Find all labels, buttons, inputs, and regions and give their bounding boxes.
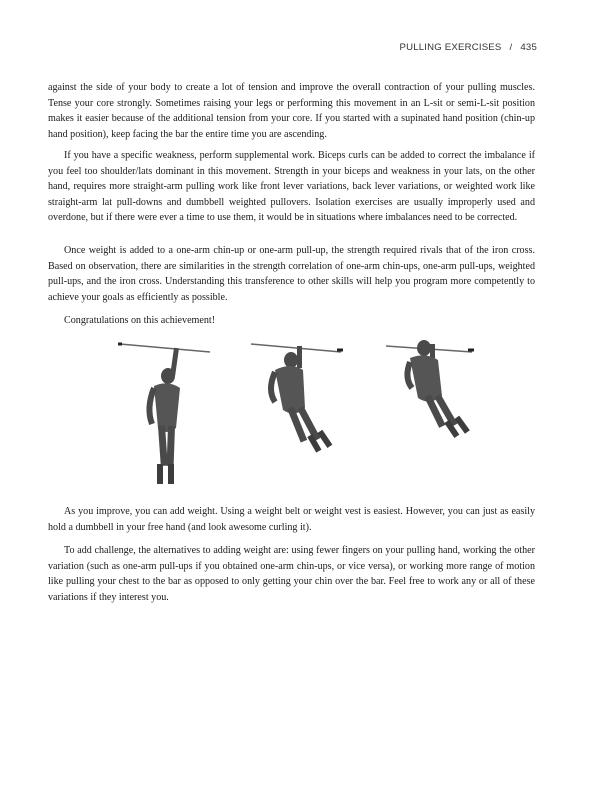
paragraph-text: To add challenge, the alternatives to adding weight are: using fewer fingers on your pulling hand, working the other variation (such as one-arm pull-ups if you obtained one-arm chin-ups, or vice versa), or working more range of motion like pulling your chest to the bar as opposed to only getting your chin over the bar. Feel free to work any or all of these variations if they interest you. <box>48 545 535 603</box>
pull-up-frame-2-image <box>245 332 355 492</box>
running-header <box>399 42 537 53</box>
section-title: PULLING EXERCISES <box>399 42 502 53</box>
pull-up-sequence-figure <box>110 332 500 492</box>
paragraph-text: against the side of your body to create a lot of tension and improve the overall contraction of your pulling muscles. Tense your core strongly. Sometimes raising your legs or performing this movement in an L-sit or semi-L-sit position makes it easier because of the additional tension from your core. If you started with a supinated hand position (chin-up hand position), keep facing the bar the entire time you are ascending. <box>48 82 535 140</box>
body-paragraph-1 <box>48 80 535 142</box>
body-paragraph-6 <box>48 543 535 605</box>
body-paragraph-2 <box>48 148 535 226</box>
paragraph-text: Once weight is added to a one-arm chin-up or one-arm pull-up, the strength required rivals that of the iron cross. Based on observation, there are similarities in the strength correlation of one-arm chin-ups, one-arm pull-ups, weighted pull-ups, and the iron cross. Understanding this transference to other skills will help you program more competently to achieve your goals as efficiently as possible. <box>48 245 535 303</box>
header-separator: / <box>509 42 513 53</box>
body-paragraph-5 <box>48 504 535 535</box>
paragraph-text: If you have a specific weakness, perform supplemental work. Biceps curls can be added to correct the imbalance if you feel too shoulder/lats dominant in this movement. Strength in your biceps and weakness in your lats, on the other hand, requires more straight-arm pulling work like front lever variations, back lever variations, or weighted work like straight-arm lat pull-downs and dumbbell weighted pullovers. Isolation exercises are usually improperly used and overdone, but if there were ever a time to use them, it would be in situations where imbalances need to be corrected. <box>48 150 535 223</box>
paragraph-text: Congratulations on this achievement! <box>64 315 216 326</box>
pull-up-frame-1-image <box>110 332 220 492</box>
page-number: 435 <box>520 42 537 53</box>
body-paragraph-3 <box>48 243 535 305</box>
body-paragraph-4 <box>48 313 535 329</box>
paragraph-text: As you improve, you can add weight. Using a weight belt or weight vest is easiest. However, you can just as easily hold a dumbbell in your free hand (and look awesome curling it). <box>48 506 535 533</box>
pull-up-frame-3-image <box>380 332 490 492</box>
